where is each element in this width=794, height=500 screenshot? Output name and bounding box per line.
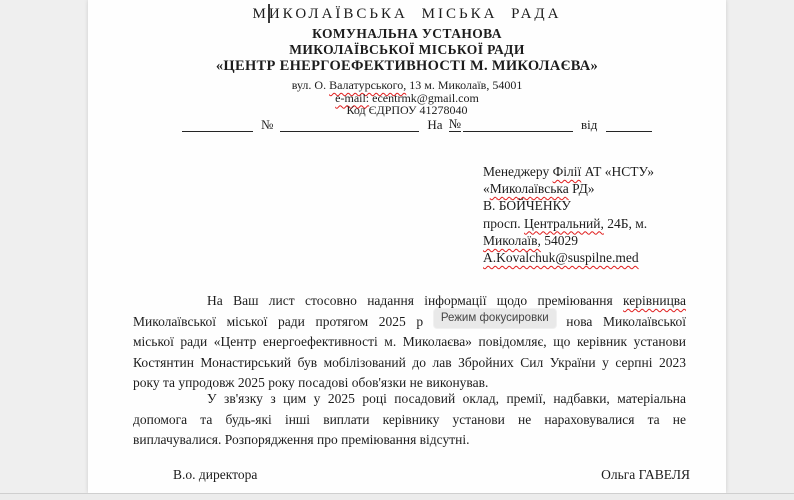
address-suffix: 13 м. Миколаїв, 54001 xyxy=(406,78,523,92)
org-owner: МИКОЛАЇВСЬКОЇ МІСЬКОЇ РАДИ xyxy=(289,42,525,57)
blank-line-1 xyxy=(182,118,253,132)
signer-name: Ольга ГАВЕЛЯ xyxy=(601,467,690,482)
scanned-letter-page xyxy=(88,0,726,493)
body-line: У зв'язку з цим у 2025 році посадовий оклад, премії, надбавки, матеріальна xyxy=(207,391,686,406)
org-edrpou: Код ЄДРПОУ 41278040 xyxy=(346,103,468,117)
number-sign-2: № xyxy=(448,116,461,131)
body-line: Костянтин Монастирський був мобілізований до лав Збройних Сил України у серпні 2023 xyxy=(133,354,686,370)
blank-line-3 xyxy=(463,118,573,132)
recipient-name: В. БОЙЧЕНКУ xyxy=(483,198,571,214)
recipient-branch-suffix: РД» xyxy=(568,181,595,197)
postal-code: 54029 xyxy=(540,232,579,248)
email-label: e-mail: xyxy=(335,90,370,105)
street-name-misspelled: Центральний, xyxy=(524,215,604,231)
recipient-block xyxy=(483,163,713,266)
street-suffix: 24Б, м. xyxy=(603,215,648,231)
na-label: На xyxy=(427,117,443,132)
recipient-line xyxy=(483,215,713,232)
body-text: Миколаївської міської ради протягом 2025 р xyxy=(133,313,424,329)
recipient-company: АТ «НСТУ» xyxy=(581,164,655,179)
body-line: допомога та будь-які інші виплати керівнику установи не нараховувалися та не xyxy=(133,411,686,427)
street-prefix: просп. xyxy=(483,215,525,231)
body-paragraph-2 xyxy=(133,389,686,451)
quote-open: « xyxy=(483,181,490,197)
blank-line-2 xyxy=(280,118,419,132)
org-name: «ЦЕНТР ЕНЕРГОЕФЕКТИВНОСТІ М. МИКОЛАЄВА» xyxy=(215,58,599,74)
focus-mode-tooltip xyxy=(434,309,556,328)
org-title-spaced: МИКОЛАЇВСЬКА МІСЬКА РАДА xyxy=(252,6,562,22)
vid-label: від xyxy=(580,117,598,132)
body-line: міської ради «Центр енергоефективності м. Миколаєва» повідомляє, що керівник установи xyxy=(133,334,686,349)
blank-line-4 xyxy=(606,118,652,132)
page-bottom-edge xyxy=(0,493,794,500)
recipient-branch-misspelled: Філії xyxy=(552,164,582,179)
body-line-with-tooltip xyxy=(133,312,686,333)
recipient-line xyxy=(483,163,713,180)
letterhead xyxy=(88,6,726,117)
email-value: ecentrmk@gmail.com xyxy=(369,90,479,105)
address-street-misspelled: Валатурського, xyxy=(329,78,407,92)
recipient-line xyxy=(483,232,713,249)
signer-role: В.о. директора xyxy=(173,467,258,482)
city-misspelled: Миколаїв, xyxy=(483,232,541,248)
reference-number-line xyxy=(88,116,726,132)
number-sign-1: № xyxy=(261,117,274,132)
body-line xyxy=(133,291,686,312)
recipient-branch-name-misspelled: Миколаївська xyxy=(489,181,569,197)
body-line: виплачувалися. Розпорядження про преміювання відсутні. xyxy=(133,432,470,447)
focus-mode-tooltip-label: Режим фокусировки xyxy=(440,311,549,324)
recipient-line xyxy=(483,180,713,197)
address-prefix: вул. О. xyxy=(291,78,330,92)
org-type: КОМУНАЛЬНА УСТАНОВА xyxy=(312,26,502,41)
recipient-email-address: A.Kovalchuk@suspilne.med xyxy=(483,250,639,266)
body-line: року та упродовж 2025 року посадові обов'язки не виконував. xyxy=(133,375,489,390)
body-text: нова Миколаївської xyxy=(566,313,687,329)
misspelled-word: керівницва xyxy=(623,293,686,308)
recipient-role: Менеджеру xyxy=(483,164,553,179)
signature-row xyxy=(173,466,690,483)
body-text: На Ваш лист стосовно надання інформації щодо преміювання xyxy=(207,293,624,308)
recipient-email xyxy=(483,249,713,266)
body-paragraph-1 xyxy=(133,291,686,394)
